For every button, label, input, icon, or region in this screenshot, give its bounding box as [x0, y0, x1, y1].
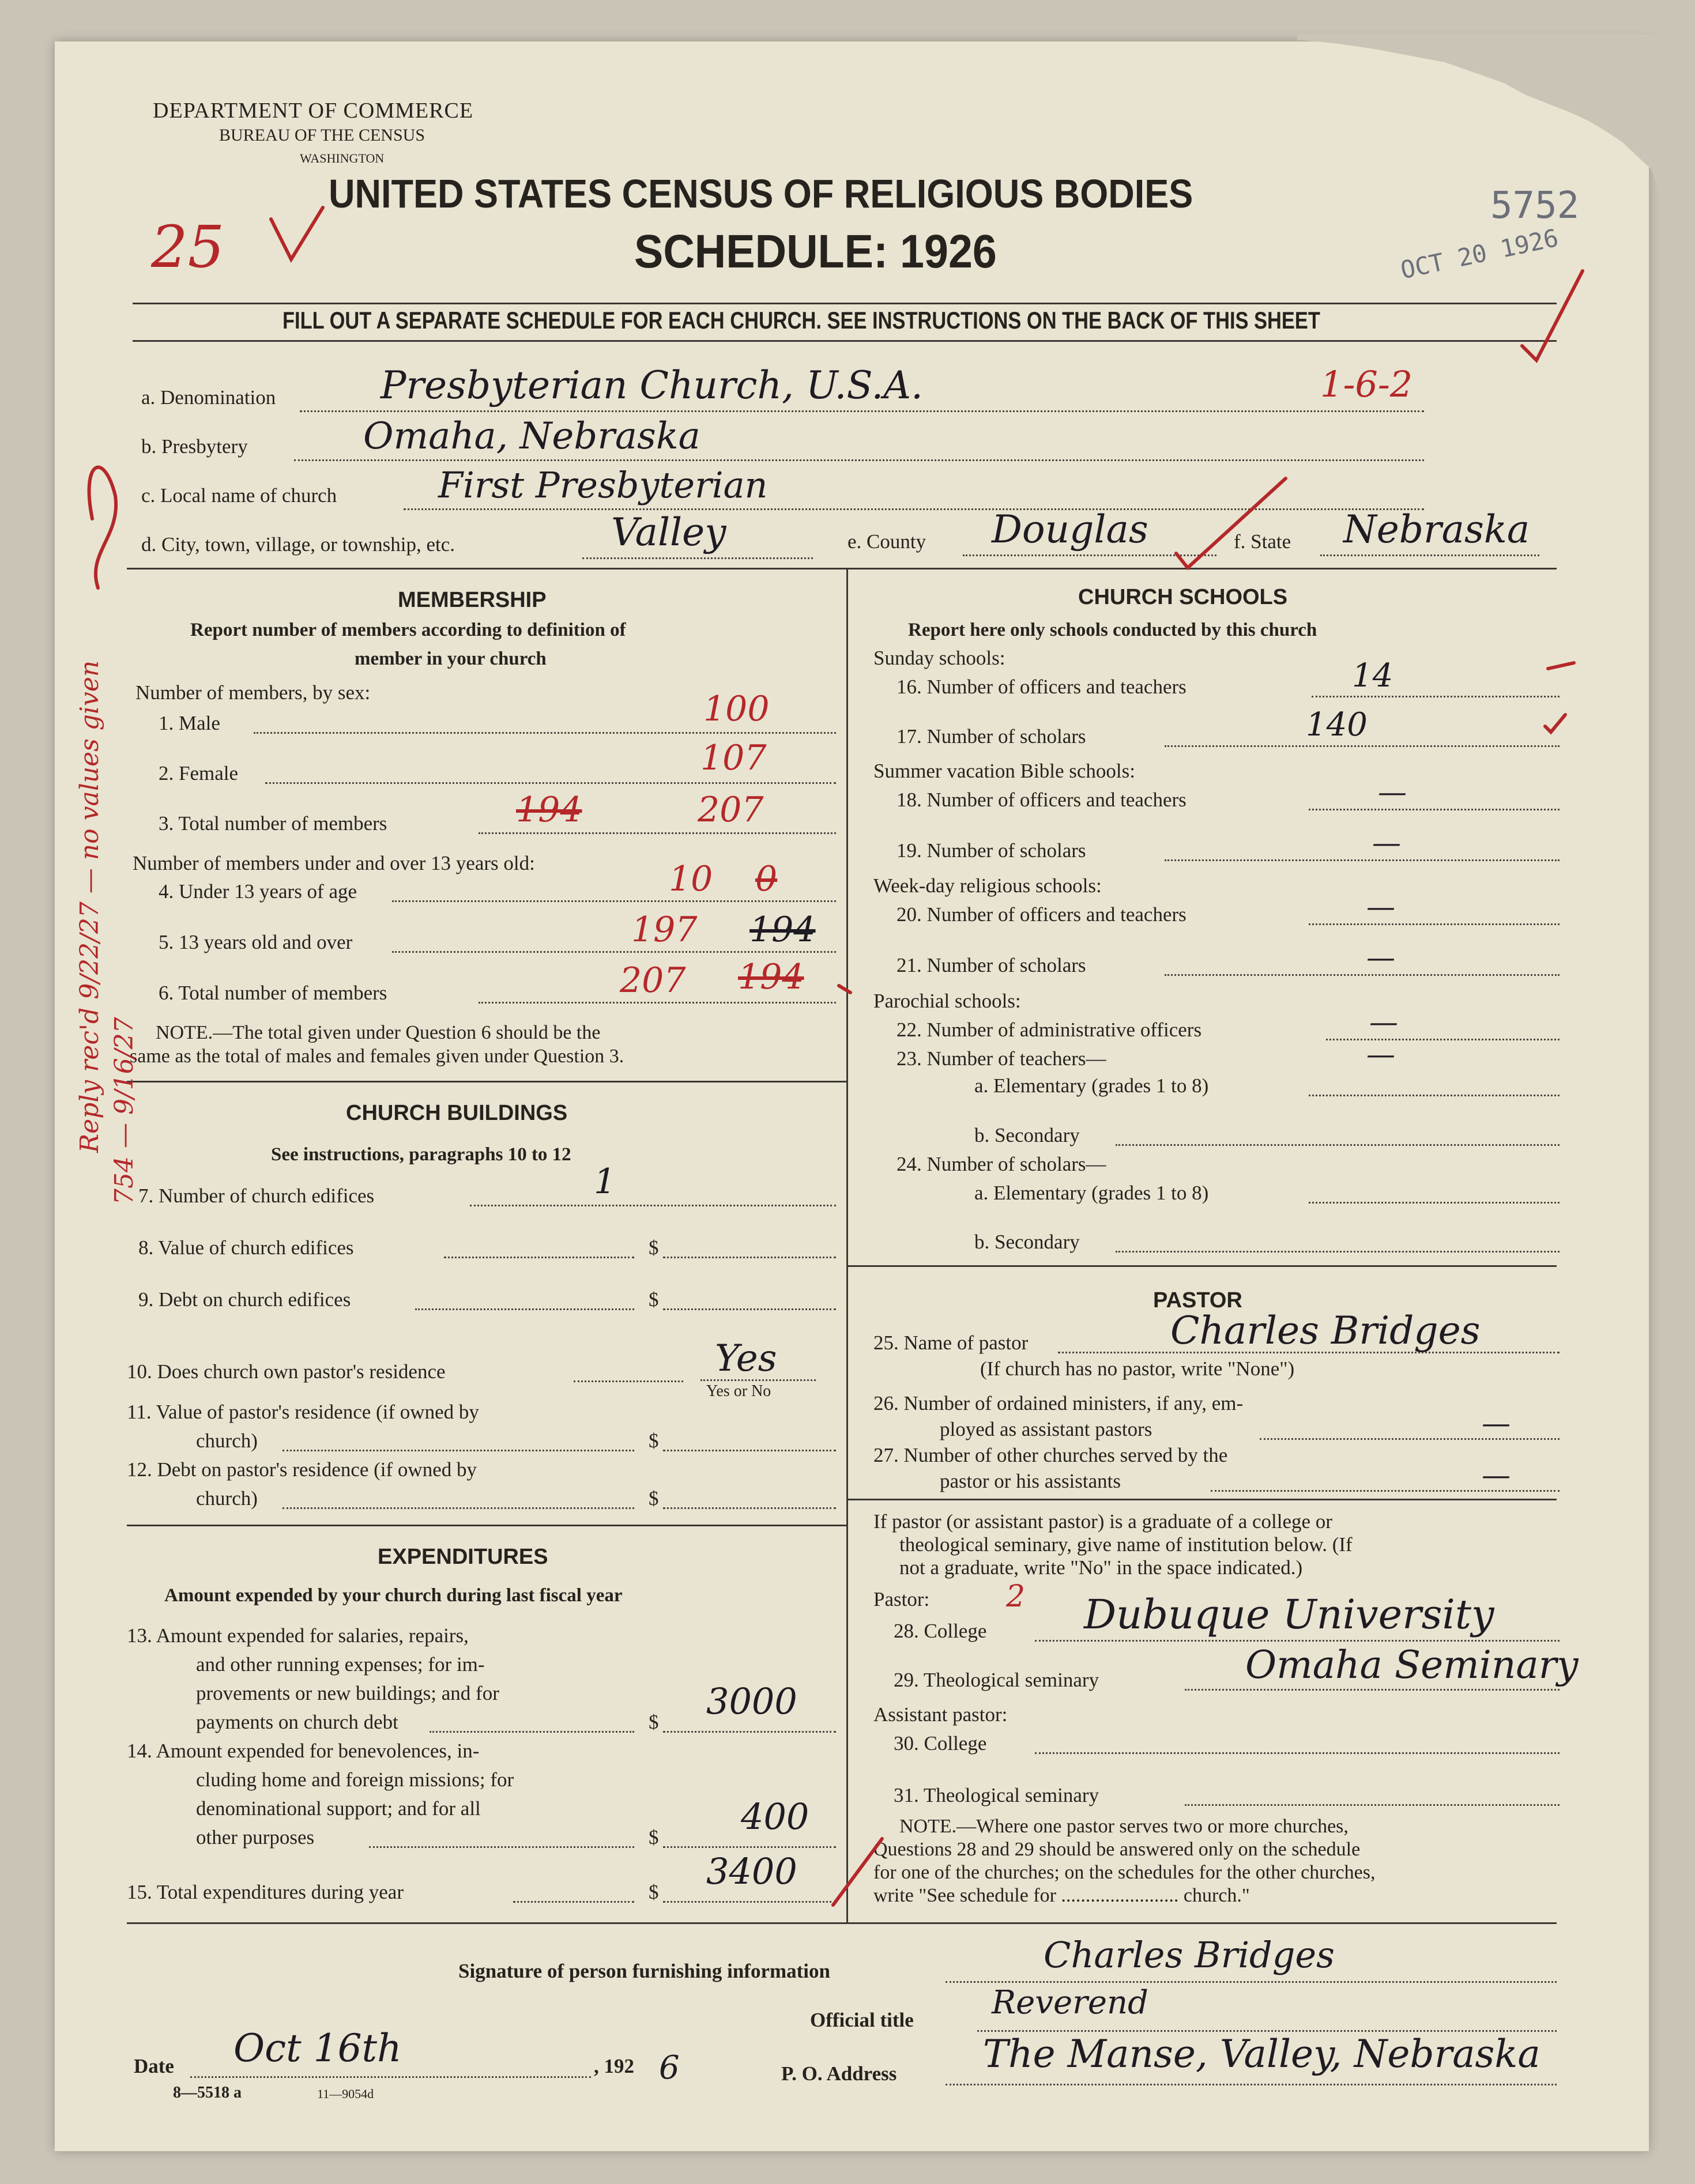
pastor-note-1: NOTE.—Where one pastor serves two or more churches,: [899, 1816, 1349, 1837]
q4-label: 4. Under 13 years of age: [159, 880, 357, 903]
total-check-icon: [833, 1839, 882, 1905]
expenditures-heading: EXPENDITURES: [378, 1545, 548, 1569]
q27-label-2: pastor or his assistants: [940, 1470, 1121, 1492]
q22-value: —: [1369, 1005, 1398, 1039]
q11-label-1: 11. Value of pastor's residence (if owned by: [127, 1401, 479, 1423]
age-intro-label: Number of members under and over 13 years old:: [133, 852, 535, 874]
date-value: Oct 16th: [233, 2026, 402, 2070]
membership-note-2: same as the total of males and females given under Question 3.: [130, 1046, 624, 1067]
assistant-pastor-label: Assistant pastor:: [873, 1703, 1008, 1726]
q21-label: 21. Number of scholars: [897, 954, 1086, 976]
q14-label-3: denominational support; and for all: [196, 1797, 481, 1820]
pastor-note-4: write "See schedule for ........................ church.": [873, 1885, 1250, 1906]
denomination-label: a. Denomination: [141, 386, 276, 409]
pastor-note-3: for one of the churches; on the schedules for the other churches,: [873, 1862, 1376, 1883]
q25-value: Charles Bridges: [1170, 1308, 1481, 1353]
q12-label-2: church): [196, 1487, 258, 1510]
official-title-value: Reverend: [992, 1984, 1148, 2021]
pastor-red-mark: 2: [1006, 1579, 1026, 1614]
year-prefix: , 192: [594, 2055, 634, 2077]
q2-value: 107: [700, 738, 767, 778]
q20-label: 20. Number of officers and teachers: [897, 903, 1186, 926]
q27-value: —: [1482, 1458, 1511, 1492]
q13-label-4: payments on church debt: [196, 1711, 398, 1733]
expenditures-intro: Amount expended by your church during last fiscal year: [164, 1585, 623, 1606]
q13-label-3: provements or new buildings; and for: [196, 1682, 499, 1704]
graduate-intro-1: If pastor (or assistant pastor) is a graduate of a college or: [873, 1510, 1332, 1533]
receipt-number-stamp: 5752: [1490, 184, 1580, 227]
denomination-value: Presbyterian Church, U.S.A.: [381, 363, 924, 408]
q25-hint: (If church has no pastor, write "None"): [980, 1357, 1295, 1380]
q25-label: 25. Name of pastor: [873, 1331, 1029, 1354]
q19-label: 19. Number of scholars: [897, 839, 1086, 862]
receipt-date-stamp: OCT 20 1926: [1398, 223, 1561, 285]
q12-dollar: $: [649, 1487, 659, 1510]
yes-no-hint: Yes or No: [706, 1382, 771, 1400]
city-label: WASHINGTON: [300, 151, 385, 165]
q7-value: 1: [594, 1161, 616, 1202]
q9-label: 9. Debt on church edifices: [138, 1288, 351, 1311]
q5-struck-value: 194: [749, 910, 816, 950]
q20-value: —: [1366, 890, 1395, 923]
q6-label: 6. Total number of members: [159, 982, 387, 1004]
graduate-intro-3: not a graduate, write "No" in the space indicated.): [899, 1556, 1303, 1579]
q12-label-1: 12. Debt on pastor's residence (if owned by: [127, 1458, 477, 1481]
q5-label: 5. 13 years old and over: [159, 931, 353, 953]
red-margin-squiggle-icon: [89, 467, 116, 588]
q10-value: Yes: [715, 1337, 777, 1380]
county-value: Douglas: [992, 507, 1148, 552]
q23-value: —: [1366, 1038, 1395, 1071]
graduate-intro-2: theological seminary, give name of institution below. (If: [899, 1533, 1353, 1556]
margin-reply-note: Reply rec'd 9/22/27 — no values given: [75, 660, 104, 1153]
parochial-schools-label: Parochial schools:: [873, 990, 1021, 1012]
date-label: Date: [134, 2055, 174, 2077]
instructions-banner: FILL OUT A SEPARATE SCHEDULE FOR EACH CHURCH. SEE INSTRUCTIONS ON THE BACK OF THIS SHEET: [282, 307, 1320, 334]
city-value: Valley: [611, 510, 726, 555]
q28-value: Dubuque University: [1084, 1591, 1494, 1638]
county-check-icon: [1176, 478, 1286, 568]
county-label: e. County: [848, 530, 926, 553]
q14-label-1: 14. Amount expended for benevolences, in-: [127, 1740, 480, 1762]
summer-schools-label: Summer vacation Bible schools:: [873, 760, 1135, 782]
city-field-label: d. City, town, village, or township, etc.: [141, 533, 455, 556]
signature-label: Signature of person furnishing information: [458, 1960, 830, 1982]
state-label: f. State: [1234, 530, 1291, 553]
q24b-label: b. Secondary: [974, 1231, 1080, 1253]
q3-label: 3. Total number of members: [159, 812, 387, 835]
q18-value: —: [1378, 775, 1407, 809]
q13-label-1: 13. Amount expended for salaries, repairs,: [127, 1624, 469, 1647]
date-stamp-check-icon: [1522, 271, 1583, 360]
q5-value: 197: [631, 910, 698, 950]
q29-value: Omaha Seminary: [1245, 1643, 1579, 1687]
department-label: DEPARTMENT OF COMMERCE: [153, 99, 474, 123]
local-name-value: First Presbyterian: [438, 464, 768, 506]
q1-label: 1. Male: [159, 712, 220, 734]
q6-struck-value: 194: [738, 957, 804, 997]
q22-label: 22. Number of administrative officers: [897, 1019, 1202, 1041]
q19-value: —: [1372, 826, 1401, 859]
form-title: UNITED STATES CENSUS OF RELIGIOUS BODIES: [329, 171, 1193, 216]
q16-value: 14: [1352, 657, 1393, 695]
q16-label: 16. Number of officers and teachers: [897, 676, 1186, 698]
q28-label: 28. College: [894, 1620, 987, 1642]
q16-check-icon: [1548, 663, 1574, 669]
q7-label: 7. Number of church edifices: [138, 1185, 375, 1207]
red-tally-mark: 25: [151, 213, 225, 281]
q8-dollar: $: [649, 1236, 659, 1259]
q13-dollar: $: [649, 1711, 659, 1733]
q26-value: —: [1482, 1406, 1511, 1440]
q15-value: 3400: [706, 1850, 797, 1892]
q14-label-2: cluding home and foreign missions; for: [196, 1768, 514, 1791]
q15-label: 15. Total expenditures during year: [127, 1881, 404, 1903]
weekday-schools-label: Week-day religious schools:: [873, 874, 1102, 897]
header-check-icon: [271, 208, 323, 259]
membership-intro-2: member in your church: [355, 648, 547, 669]
pastor-note-2: Questions 28 and 29 should be answered only on the schedule: [873, 1839, 1361, 1860]
buildings-intro: See instructions, paragraphs 10 to 12: [271, 1144, 571, 1165]
bureau-label: BUREAU OF THE CENSUS: [219, 126, 425, 145]
q8-label: 8. Value of church edifices: [138, 1236, 354, 1259]
year-digit: 6: [659, 2049, 680, 2087]
q6-check-icon: [839, 986, 850, 993]
q29-label: 29. Theological seminary: [894, 1669, 1099, 1691]
q26-label-2: ployed as assistant pastors: [940, 1418, 1152, 1440]
q23a-label: a. Elementary (grades 1 to 8): [974, 1074, 1209, 1097]
q21-value: —: [1366, 941, 1395, 974]
q24a-label: a. Elementary (grades 1 to 8): [974, 1182, 1209, 1204]
q1-value: 100: [703, 689, 770, 729]
q15-dollar: $: [649, 1881, 659, 1903]
print-number: 11—9054d: [317, 2087, 374, 2101]
q3-value: 207: [698, 790, 764, 830]
q31-label: 31. Theological seminary: [894, 1784, 1099, 1806]
q17-value: 140: [1306, 706, 1368, 744]
q3-struck-value: 194: [516, 790, 582, 830]
official-title-label: Official title: [810, 2009, 914, 2031]
q14-label-4: other purposes: [196, 1826, 315, 1849]
q11-label-2: church): [196, 1429, 258, 1452]
q14-dollar: $: [649, 1826, 659, 1849]
q14-value: 400: [741, 1796, 809, 1838]
q9-dollar: $: [649, 1288, 659, 1311]
q13-value: 3000: [706, 1680, 797, 1722]
q17-label: 17. Number of scholars: [897, 725, 1086, 748]
schools-heading: CHURCH SCHOOLS: [1078, 585, 1288, 609]
q17-check-icon: [1545, 715, 1565, 732]
q26-label-1: 26. Number of ordained ministers, if any, em-: [873, 1392, 1244, 1414]
pastor-sub-label: Pastor:: [873, 1588, 930, 1610]
presbytery-value: Omaha, Nebraska: [363, 415, 700, 458]
sunday-schools-label: Sunday schools:: [873, 647, 1005, 669]
membership-note-1: NOTE.—The total given under Question 6 should be the: [156, 1022, 601, 1043]
q23-label: 23. Number of teachers—: [897, 1047, 1106, 1070]
q18-label: 18. Number of officers and teachers: [897, 789, 1186, 811]
q24-label: 24. Number of scholars—: [897, 1153, 1106, 1175]
schools-intro: Report here only schools conducted by this church: [908, 620, 1317, 640]
membership-heading: MEMBERSHIP: [398, 588, 547, 612]
q2-label: 2. Female: [159, 762, 239, 784]
signature-value: Charles Bridges: [1044, 1934, 1335, 1976]
q11-dollar: $: [649, 1429, 659, 1452]
presbytery-label: b. Presbytery: [141, 435, 248, 458]
q4-struck-value: 0: [755, 859, 778, 899]
q4-value: 10: [669, 859, 713, 899]
local-name-label: c. Local name of church: [141, 484, 337, 507]
denomination-code: 1-6-2: [1320, 363, 1413, 405]
po-address-value: The Manse, Valley, Nebraska: [983, 2032, 1540, 2076]
q10-label: 10. Does church own pastor's residence: [127, 1360, 446, 1383]
members-by-sex-label: Number of members, by sex:: [135, 681, 371, 704]
q6-value: 207: [620, 960, 686, 1001]
state-value: Nebraska: [1343, 507, 1530, 552]
margin-date-note: 754 — 9/16/27: [110, 1017, 139, 1205]
pastor-heading: PASTOR: [1153, 1288, 1242, 1312]
po-address-label: P. O. Address: [781, 2062, 897, 2085]
q30-label: 30. College: [894, 1732, 987, 1755]
form-number: 8—5518 a: [173, 2084, 242, 2102]
schedule-title: SCHEDULE: 1926: [634, 225, 997, 278]
q23b-label: b. Secondary: [974, 1124, 1080, 1146]
buildings-heading: CHURCH BUILDINGS: [346, 1101, 568, 1125]
membership-intro-1: Report number of members according to definition of: [190, 620, 626, 640]
q27-label-1: 27. Number of other churches served by the: [873, 1444, 1228, 1466]
q13-label-2: and other running expenses; for im-: [196, 1653, 485, 1676]
